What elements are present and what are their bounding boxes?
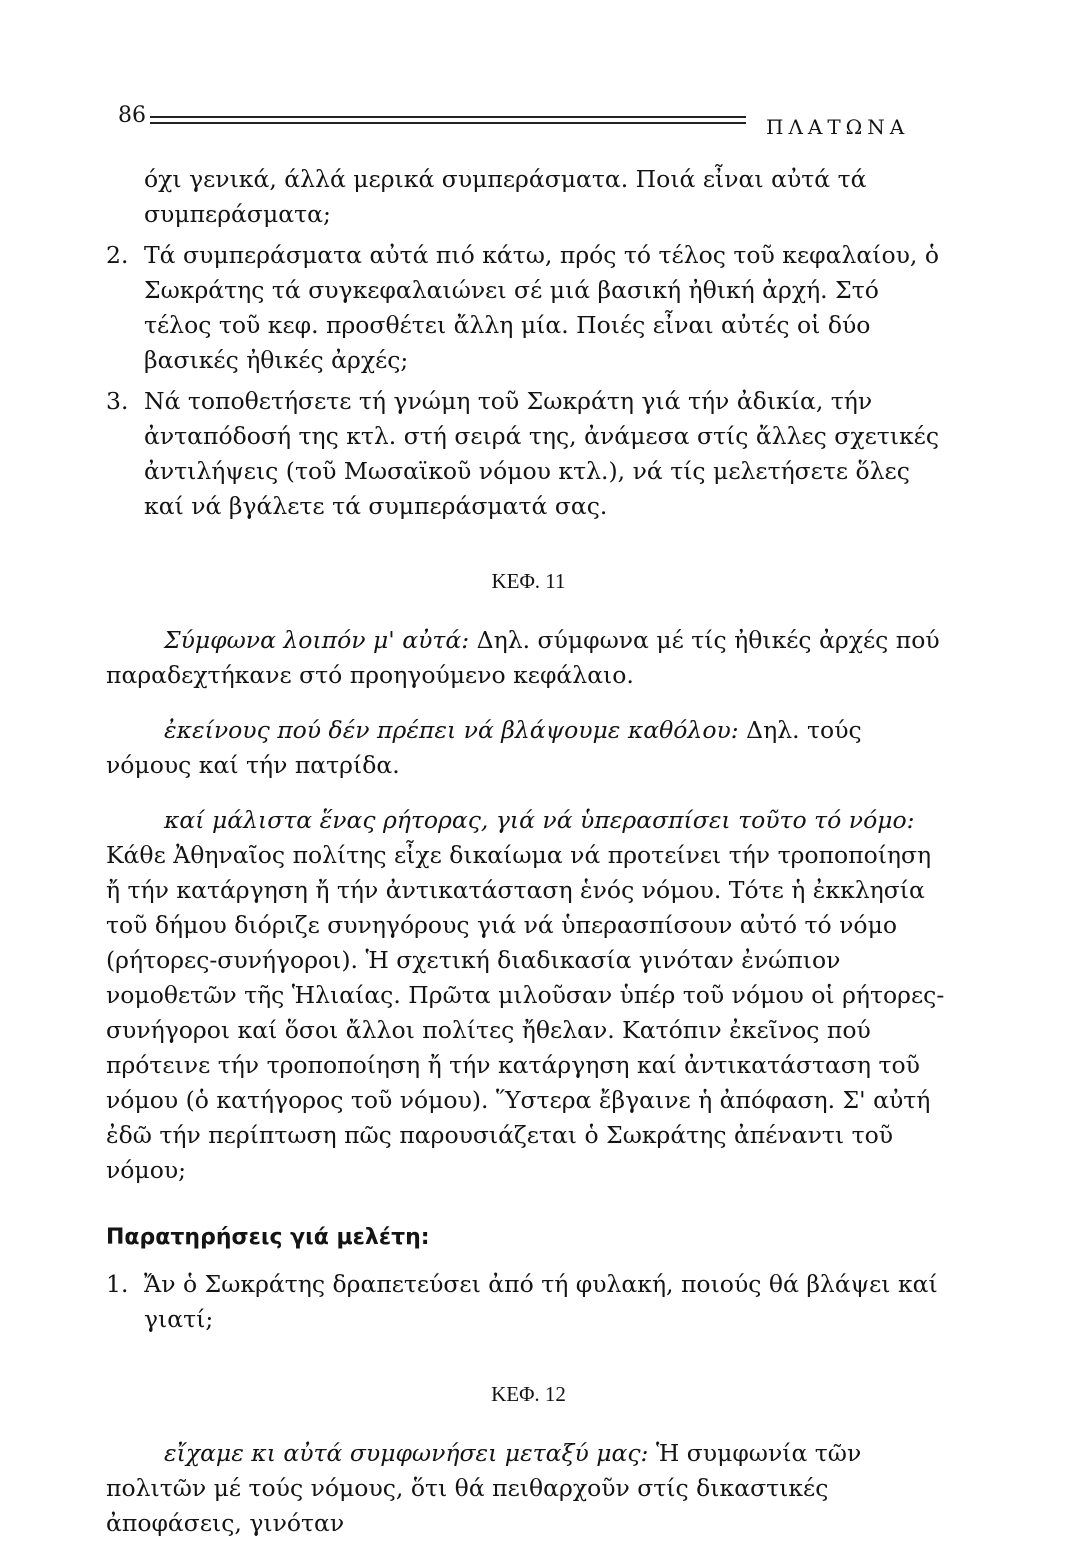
question-number: 3. xyxy=(106,387,129,415)
page-number: 86 xyxy=(118,103,146,128)
question-item xyxy=(106,384,951,524)
chapter-heading: ΚΕΦ. 12 xyxy=(491,1382,566,1406)
question-item xyxy=(106,238,951,378)
commentary-paragraph xyxy=(106,713,951,783)
header-double-rule xyxy=(150,116,746,124)
question-number: 2. xyxy=(106,241,129,269)
commentary-paragraph xyxy=(106,623,951,693)
lemma: καί μάλιστα ἕνας ρήτορας, γιά νά ὑπερασπίσει τοῦτο τό νόμο: xyxy=(164,806,915,834)
commentary-text: Ἡ συμφωνία τῶν πολιτῶν μέ τούς νόμους, ὅτι θά πειθαρχοῦν στίς δικαστικές ἀποφάσεις, γινόταν xyxy=(106,1439,862,1537)
commentary-paragraph xyxy=(106,1436,951,1541)
commentary-text: Κάθε Ἀθηναῖος πολίτης εἶχε δικαίωμα νά προτείνει τήν τροποποίηση ἤ τήν κατάργηση ἤ τήν ἀντικατάσταση ἑνός νόμου. Τότε ἡ ἐκκλησία τοῦ δήμου διόριζε συνηγόρους γιά νά ὑπερασπίσουν αὐτό τό νόμο (ρήτορες-συνήγοροι). Ἡ σχετική διαδικασία γινόταν ἐνώπιον νομοθετῶν τῆς Ἡλιαίας. Πρῶτα μιλοῦσαν ὑπέρ τοῦ νόμου οἱ ρήτορες-συνήγοροι καί ὅσοι ἄλλοι πολίτες ἤθελαν. Κατόπιν ἐκεῖνος πού πρότεινε τήν τροποποίηση ἤ τήν κατάργηση καί ἀντικατάσταση τοῦ νόμου (ὁ κατήγορος τοῦ νόμου). Ὕστερα ἔβγαινε ἡ ἀπόφαση. Σ' αὐτή ἐδῶ τήν περίπτωση πῶς παρουσιάζεται ὁ Σωκράτης ἀπέναντι τοῦ νόμου; xyxy=(106,841,945,1184)
page-body xyxy=(106,162,951,1541)
lemma: Σύμφωνα λοιπόν μ' αὐτά: xyxy=(164,626,470,654)
question-text: Τά συμπεράσματα αὐτά πιό κάτω, πρός τό τέλος τοῦ κεφαλαίου, ὁ Σωκράτης τά συγκεφαλαιώνει σέ μιά βασική ἠθική ἀρχή. Στό τέλος τοῦ κεφ. προσθέτει ἄλλη μία. Ποιές εἶναι αὐτές οἱ δύο βασικές ἠθικές ἀρχές; xyxy=(144,241,939,374)
note-text: Ἄν ὁ Σωκράτης δραπετεύσει ἀπό τή φυλακή, ποιούς θά βλάψει καί γιατί; xyxy=(144,1270,938,1333)
intro-continuation: όχι γενικά, άλλά μερικά συμπεράσματα. Ποιά εἶναι αὐτά τά συμπεράσματα; xyxy=(144,165,867,228)
note-number: 1. xyxy=(106,1270,129,1298)
lemma: ἐκείνους πού δέν πρέπει νά βλάψουμε καθόλου: xyxy=(164,716,739,744)
page-header xyxy=(118,103,953,139)
note-item xyxy=(106,1267,951,1337)
commentary-text: Δηλ. τούς νόμους καί τήν πατρίδα. xyxy=(106,716,862,779)
commentary-paragraph xyxy=(106,803,951,1188)
lemma: εἴχαμε κι αὐτά συμφωνήσει μεταξύ μας: xyxy=(164,1439,649,1467)
chapter-heading: ΚΕΦ. 11 xyxy=(491,569,566,593)
question-text: Νά τοποθετήσετε τή γνώμη τοῦ Σωκράτη γιά τήν ἀδικία, τήν ἀνταπόδοσή της κτλ. στή σειρά της, ἀνάμεσα στίς ἄλλες σχετικές ἀντιλήψεις (τοῦ Μωσαϊκοῦ νόμου κτλ.), νά τίς μελετήσετε ὅλες καί νά βγάλετε τά συμπεράσματά σας. xyxy=(144,387,939,520)
commentary-text: Δηλ. σύμφωνα μέ τίς ἠθικές ἀρχές πού παραδεχτήκανε στό προηγούμενο κεφάλαιο. xyxy=(106,626,940,689)
running-title: ΠΛΑΤΩΝΑ xyxy=(766,115,910,139)
notes-heading: Παρατηρήσεις γιά μελέτη: xyxy=(106,1225,430,1250)
